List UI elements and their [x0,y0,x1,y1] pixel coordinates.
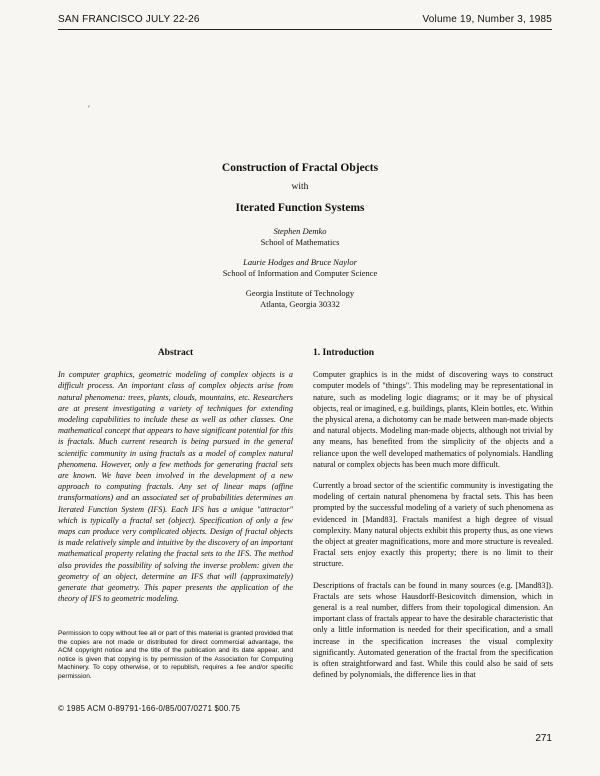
abstract-heading: Abstract [157,348,194,358]
header-rule [58,29,552,30]
introduction-heading: 1. Introduction [313,348,375,358]
institution-address: Atlanta, Georgia 30332 [260,299,340,309]
intro-paragraph-3: Descriptions of fractals can be found in many sources (e.g. [Mand83]). Fractals are sets whose Hausdorff-Besicovitch dimension, which in general is a real number, differs from their topological dimension. An important class of fractals appear to have the desirable characteristic that only a little information is needed for their specification, and a small increase in the specification increases the visual complexity significantly. Automated generation of the fractal from the specification is often straightforward and fast. While this could also be said of sets defined by polynomials, the difference lies in that [313,580,553,680]
paper-title-line2: Iterated Function Systems [235,202,365,214]
title-connector: with [291,182,309,192]
title-block [0,162,600,214]
affiliation-1: School of Mathematics [260,237,340,247]
running-header-volume: Volume 19, Number 3, 1985 [422,14,552,25]
intro-paragraph-1: Computer graphics is in the midst of discovering ways to construct computer models of "things". This modeling may be representational in nature, such as modeling logic diagrams; or it may be of physical objects, real or imagined, e.g. buildings, plants, Klein bottles, etc. Within the physical arena, a dichotomy can be made between man-made objects and natural objects. Modeling man-made objects, although not trivial by any means, has benefited from the simplicity of the objects and a reliance upon the well developed mathematics of polynomials. Handling natural or complex objects has been much more difficult. [313,370,553,469]
page-number: 271 [535,733,552,744]
stray-mark: ′ [88,104,90,114]
institution: Georgia Institute of Technology [245,288,355,298]
affiliation-2: School of Information and Computer Science [222,268,378,278]
copyright-line: © 1985 ACM 0-89791-166-0/85/007/0271 $00.75 [58,704,241,713]
author-block [0,226,600,310]
author-1: Stephen Demko [273,226,327,236]
abstract-column [58,348,293,614]
permission-notice: Permission to copy without fee all or part of this material is granted provided that the copies are not made or distributed for direct commercial advantage, the ACM copyright notice and the title of the publication and its date appear, and notice is given that copying is by permission of the Association for Computing Machinery. To copy otherwise, or to republish, requires a fee and/or specific permission. [58,630,293,680]
abstract-text: In computer graphics, geometric modeling of complex objects is a difficult process. An important class of complex objects arise from natural phenomena: trees, plants, clouds, mountains, etc. Researchers are at present investigating a variety of techniques for extending modeling capabilities to include these as well as other classes. One mathematical concept that appears to have significant potential for this is fractals. Much current research is being pursued in the general scientific community in using fractals as a model of complex natural phenomena. However, only a few methods for generating fractal sets are known. We have been involved in the development of a new approach to computing fractals. Any set of linear maps (affine transformations) and an associated set of probabilities determines an Iterated Function System (IFS). Each IFS has a unique "attractor" which is typically a fractal set (object). Specification of only a few maps can produce very complicated objects. Design of fractal objects is made relatively simple and intuitive by the discovery of an important mathematical property relating the fractal sets to the IFS. The method also provides the possibility of solving the inverse problem: given the geometry of an object, determine an IFS that will (approximately) generate that geometry. This paper presents the application of the theory of IFS to geometric modeling. [58,370,293,604]
paper-title: Construction of Fractal Objects [221,162,379,174]
author-2: Laurie Hodges and Bruce Naylor [243,257,357,267]
intro-paragraph-2: Currently a broad sector of the scientific community is investigating the modeling of certain natural phenomena by fractal sets. This has been prompted by the successful modeling of a variety of such phenomena as evidenced in [Mand83]. Fractals manifest a high degree of visual complexity. Many natural objects exhibit this property thus, as one views the object at greater magnifications, more and more structure is revealed. Fractal sets enjoy exactly this property; there is no limit to their structure. [313,481,553,569]
introduction-column [313,348,553,690]
running-header-conference: SAN FRANCISCO JULY 22-26 [58,14,200,25]
